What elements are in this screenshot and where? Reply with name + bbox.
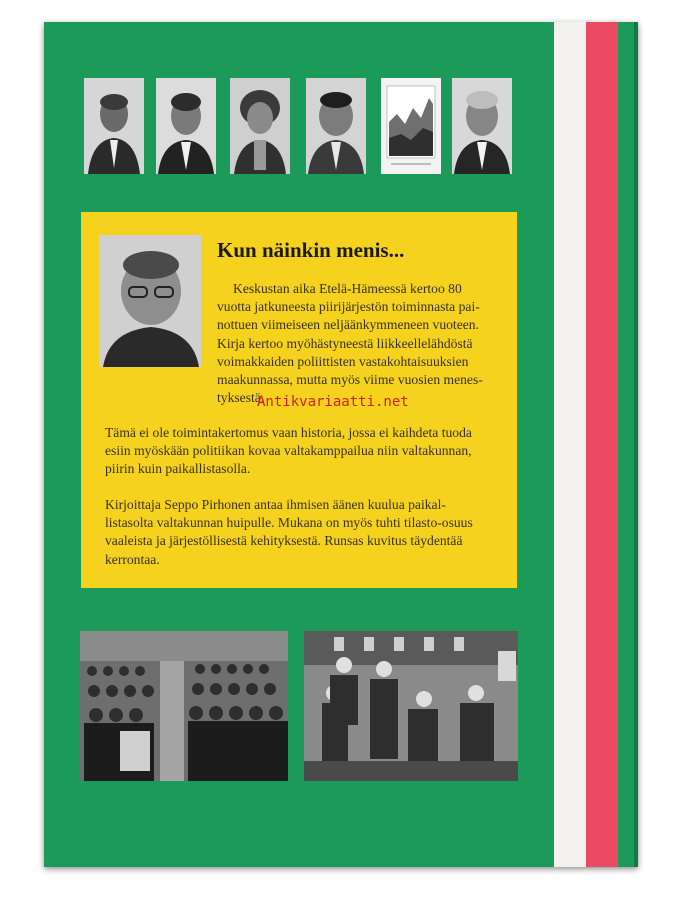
meeting-audience-photo [80,631,288,781]
watermark-text: Antikvariaatti.net [257,394,409,410]
spine-edge [634,22,638,867]
paragraph-line: listasolta valtakunnan huipulle. Mukana on myös tuhti tilasto-osuus [105,515,473,531]
portrait-photo-2 [156,78,216,174]
intro-line: maakunnassa, mutta myös viime vuosien menes- [217,372,483,388]
chart-thumbnail [381,78,441,174]
intro-line: nottuen viimeiseen neljäänkymmeneen vuoteen. [217,317,479,333]
paragraph-line: Kirjoittaja Seppo Pirhonen antaa ihmisen äänen kuulua paikal- [105,497,446,512]
red-flag-stripe [586,22,618,867]
portrait-photo-4 [306,78,366,174]
portrait-photo-3 [230,78,290,174]
intro-line: Keskustan aika Etelä-Hämeessä kertoo 80 [233,281,462,296]
white-flag-stripe [554,22,586,867]
intro-line: tyksestä. [217,390,265,406]
book-back-cover [44,22,638,867]
intro-paragraph [217,280,513,407]
intro-line: vuotta jatkuneesta piirijärjestön toiminnasta pai- [217,299,480,315]
paragraph-line: esiin myöskään politiikan kovaa valtakamppailua niin valtakunnan, [105,443,472,459]
paragraph-2 [105,424,515,479]
paragraph-line: piirin kuin paikallistasolla. [105,461,251,477]
author-photo [99,235,201,367]
paragraph-line: Tämä ei ole toimintakertomus vaan historia, jossa ei kaihdeta tuoda [105,425,472,440]
paragraph-3 [105,496,515,569]
description-panel [81,212,517,588]
portrait-photo-1 [84,78,144,174]
panel-title: Kun näinkin menis... [217,238,405,262]
portrait-photo-6 [452,78,512,174]
intro-line: Kirja kertoo myöhästyneestä liikkeellelähdöstä [217,335,473,351]
group-photo [304,631,518,781]
intro-line: voimakkaiden poliittisten vastakohtaisuuksien [217,353,469,369]
paragraph-line: kerrontaa. [105,551,160,567]
paragraph-line: vaaleista ja järjestöllisestä kehityksestä. Runsas kuvitus täydentää [105,533,463,549]
